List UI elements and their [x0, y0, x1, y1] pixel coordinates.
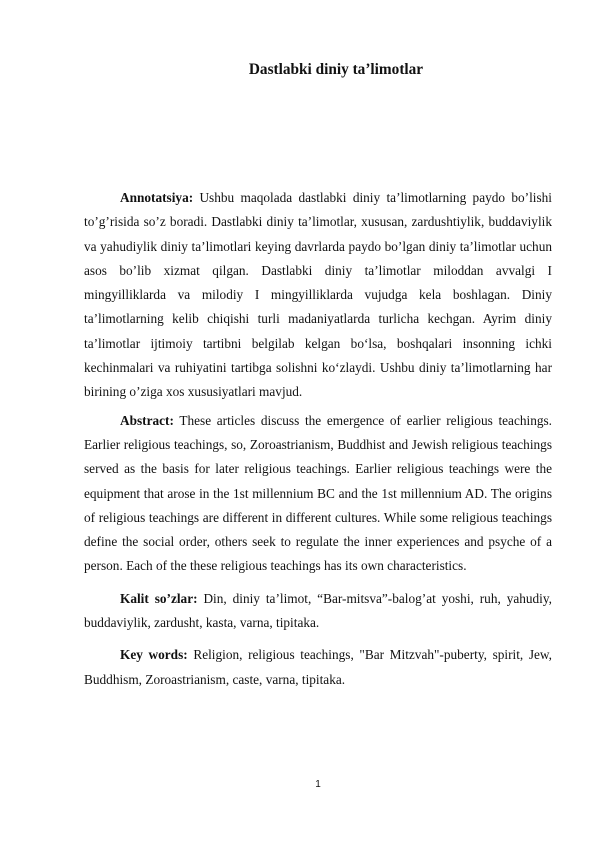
annotation-text: Ushbu maqolada dastlabki diniy ta’limotlarning paydo bo’lishi to’g’risida so’z boradi. Dastlabki diniy ta’limotlar, xususan, zardushtiylik, buddaviylik va yahudiylik diniy ta’limotlari keying davrlarda paydo bo’lgan diniy ta’limotlar uchun asos bo’lib xizmat qilgan. Dastlabki diniy ta’limotlar miloddan avvalgi I mingyilliklarda va milodiy I mingyilliklarda vujudga kela boshlagan. Diniy ta’limotlarning kelib chiqishi turli madaniyatlarda turlicha kechgan. Ayrim diniy ta’limotlar ijtimoiy tartibni belgilab kelgan bo‘lsa, boshqalari insonning ichki kechinmalari va ruhiyatini tartibga solishni ko‘zlaydi. Ushbu diniy ta’limotlarning har birining o’ziga xos xususiyatlari mavjud. — [84, 190, 552, 400]
keywords-en-text: Religion, religious teachings, "Bar Mitzvah"-puberty, spirit, Jew, Buddhism, Zoroastrianism, caste, varna, tipitaka. — [84, 647, 552, 687]
keywords-uz-label: Kalit so’zlar: — [120, 590, 198, 606]
keywords-uz-paragraph — [84, 587, 552, 636]
document-body — [84, 186, 552, 692]
keywords-uz-text: Din, diniy ta’limot, “Bar-mitsva”-balog’at yoshi, ruh, yahudiy, buddaviylik, zardusht, kasta, varna, tipitaka. — [84, 590, 552, 631]
document-title: Dastlabki diniy ta’limotlar — [248, 61, 424, 78]
abstract-paragraph — [84, 409, 552, 579]
abstract-text: These articles discuss the emergence of earlier religious teachings. Earlier religious teachings, so, Zoroastrianism, Buddhist and Jewish religious teachings served as the basis for later religious teachings. Earlier religious teachings were the equipment that arose in the 1st millennium BC and the 1st millennium AD. The origins of religious teachings are different in different cultures. While some religious teachings define the social order, others seek to regulate the inner experiences and psyche of a person. Each of the these religious teachings has its own characteristics. — [84, 412, 552, 574]
page-number: 1 — [315, 779, 321, 790]
abstract-label: Abstract: — [120, 412, 174, 428]
keywords-en-paragraph — [84, 643, 552, 692]
annotation-paragraph — [84, 186, 552, 405]
annotation-label: Annotatsiya: — [120, 190, 194, 205]
keywords-en-label: Key words: — [120, 647, 188, 663]
